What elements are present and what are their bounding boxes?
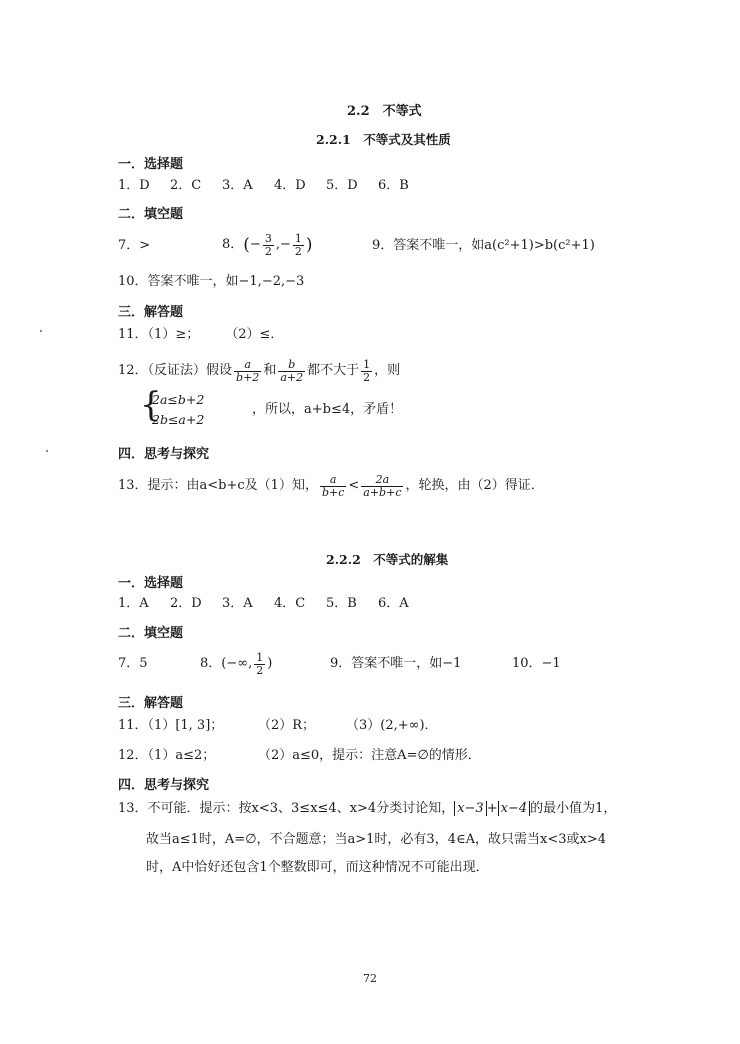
choice-answer: 5．D <box>326 178 358 193</box>
choice-answer: 4．C <box>274 596 306 611</box>
fraction <box>263 233 274 258</box>
solve-q12 <box>118 356 400 386</box>
heading-fill: 二．填空题 <box>118 207 184 222</box>
fill-q10: 10．答案不唯一，如−1,−2,−3 <box>118 274 305 289</box>
fill-q8: 8． ( − $\frac{3}{2}$ ,− $\frac{1}{2}$ ) <box>222 231 313 258</box>
heading-solve: 三．解答题 <box>118 305 184 320</box>
numerator: 2a <box>375 472 390 486</box>
heading-choice: 一．选择题 <box>118 576 184 591</box>
choice-answers-221 <box>118 178 430 194</box>
choice-answer: 1．D <box>118 178 150 193</box>
q13-plus: + <box>486 801 498 816</box>
system-line: 2b≤a+2 <box>152 412 205 427</box>
fill-q9: 9．答案不唯一，如a(c²+1)>b(c²+1) <box>372 238 595 253</box>
fill-q7: 7．> <box>118 238 151 253</box>
fraction <box>361 359 372 384</box>
solve-q11-3: （3）(2,+∞)． <box>346 718 438 733</box>
solve-q12-2: （2）a≤0，提示：注意A=∅的情形． <box>258 748 481 763</box>
numerator: b <box>288 357 296 371</box>
subsection-title-222: 2.2.2 不等式的解集 <box>326 552 449 567</box>
choice-answer: 2．D <box>170 596 202 611</box>
fraction <box>254 652 265 677</box>
heading-fill: 二．填空题 <box>118 626 184 641</box>
absolute-value: x−4 <box>498 801 531 816</box>
denominator: 2 <box>363 370 371 384</box>
fraction <box>361 474 403 499</box>
q8-label: 8． <box>200 656 222 671</box>
explore-q13-line3: 时，A中恰好还包含1个整数即可，而这种情况不可能出现． <box>146 860 489 875</box>
explore-q13 <box>118 470 544 502</box>
denominator: a+2 <box>280 370 304 384</box>
q13-text: 的最小值为1， <box>530 801 617 816</box>
heading-choice: 一．选择题 <box>118 157 184 172</box>
denominator: b+2 <box>236 370 260 384</box>
q12-and: 和 <box>263 363 277 378</box>
scan-speck <box>40 330 42 332</box>
numerator: 1 <box>256 650 264 664</box>
q12-text: ，则 <box>374 363 401 378</box>
denominator: 2 <box>294 244 302 258</box>
heading-solve: 三．解答题 <box>118 696 184 711</box>
numerator: a <box>244 357 251 371</box>
choice-answer: 3．A <box>222 596 253 611</box>
fill-q10: 10．−1 <box>512 656 561 671</box>
q13-text: ，轮换，由（2）得证． <box>405 478 544 493</box>
numerator: 1 <box>294 231 302 245</box>
solve-q11: 11．（1）≥； （2）≤． <box>118 327 284 342</box>
solve-q12-conclusion: ，所以，a+b≤4，矛盾！ <box>252 402 403 417</box>
system-line: 2a≤b+2 <box>152 392 205 407</box>
denominator: 2 <box>256 663 264 677</box>
numerator: a <box>329 472 337 486</box>
q8-label: 8． <box>222 237 244 252</box>
q12-text: 12．（反证法）假设 <box>118 363 233 378</box>
fraction <box>234 359 261 384</box>
subsection-title-221: 2.2.1 不等式及其性质 <box>316 132 451 147</box>
numerator: 1 <box>363 357 371 371</box>
q12-text: 都不大于 <box>307 363 360 378</box>
choice-answer: 6．B <box>378 178 409 193</box>
denominator: a+b+c <box>363 485 402 499</box>
heading-explore: 四．思考与探究 <box>118 778 210 793</box>
fill-q7: 7．5 <box>118 656 148 671</box>
interval-close: ) <box>267 656 273 671</box>
denominator: b+c <box>321 485 345 499</box>
absolute-value: x−3 <box>454 801 487 816</box>
choice-answer: 2．C <box>170 178 202 193</box>
choice-answer: 1．A <box>118 596 149 611</box>
fill-q9: 9．答案不唯一，如−1 <box>330 656 462 671</box>
choice-answer: 5．B <box>326 596 357 611</box>
solve-q11-1: 11．（1）[1, 3]； <box>118 718 224 733</box>
fill-q8 <box>200 647 272 681</box>
interval-open: (−∞, <box>221 656 253 671</box>
choice-answer: 6．A <box>378 596 409 611</box>
fraction <box>293 233 304 258</box>
fraction <box>278 359 305 384</box>
denominator: 2 <box>264 244 272 258</box>
choice-answer: 4．D <box>274 178 306 193</box>
scan-speck <box>46 450 48 452</box>
choice-answers-222 <box>118 596 430 612</box>
solve-q12-1: 12．（1）a≤2； <box>118 748 216 763</box>
section-title: 2.2 不等式 <box>347 104 422 119</box>
choice-answer: 3．A <box>222 178 253 193</box>
q13-text: 13．不可能．提示：按x<3、3≤x≤4、x>4分类讨论知， <box>118 801 455 816</box>
page-number: 72 <box>363 972 377 985</box>
brace: { <box>140 385 162 425</box>
solve-q11-2: （2）R； <box>258 718 316 733</box>
numerator: 3 <box>264 231 272 245</box>
inequality-system <box>140 385 250 430</box>
fraction <box>320 474 346 499</box>
q13-text: 13．提示：由a<b+c及（1）知， <box>118 478 318 493</box>
explore-q13-line2: 故当a≤1时，A=∅，不合题意；当a>1时，必有3，4∈A，故只需当x<3或x>4 <box>146 832 606 847</box>
explore-q13-line1 <box>118 801 616 817</box>
heading-explore: 四．思考与探究 <box>118 447 210 462</box>
q13-lt: < <box>348 478 360 493</box>
